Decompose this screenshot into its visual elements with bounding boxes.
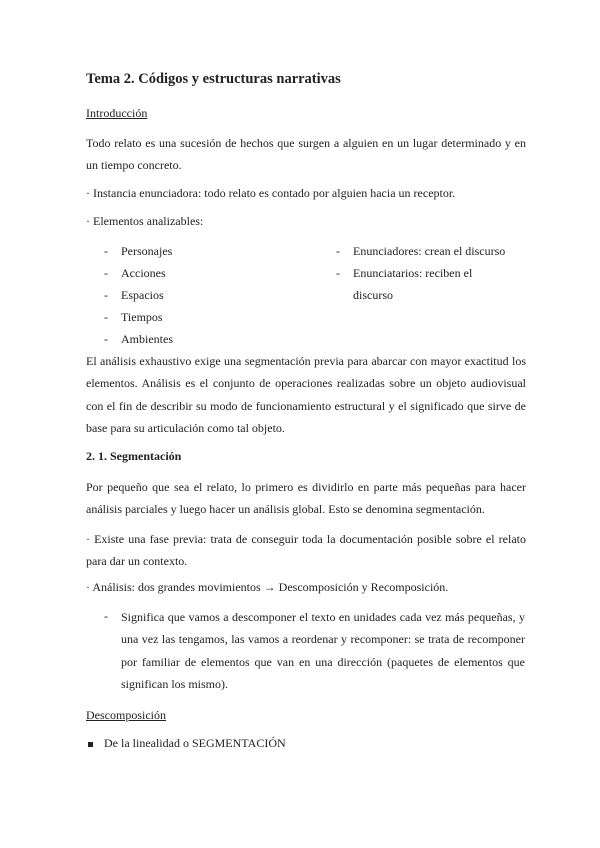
fase-previa-paragraph: · Existe una fase previa: trata de conseguir toda la documentación posible sobre el relato para dar un contexto. bbox=[86, 532, 526, 569]
list-dash: - bbox=[104, 288, 108, 302]
instancia-line: · Instancia enunciadora: todo relato es contado por alguien hacia un receptor. bbox=[86, 186, 456, 200]
list-item: Enunciatarios: reciben el bbox=[353, 266, 473, 280]
list-item: Enunciadores: crean el discurso bbox=[353, 244, 506, 258]
section-heading-segmentacion: 2. 1. Segmentación bbox=[86, 449, 182, 463]
list-dash: - bbox=[104, 310, 108, 324]
list-item: Ambientes bbox=[121, 332, 173, 346]
list-dash: - bbox=[336, 244, 340, 258]
list-dash: - bbox=[336, 266, 340, 280]
list-dash: - bbox=[104, 609, 108, 623]
list-item: Personajes bbox=[121, 244, 173, 258]
intro-paragraph: Todo relato es una sucesión de hechos que surgen a alguien en un lugar determinado y en un tiempo concreto. bbox=[86, 136, 526, 173]
document-title: Tema 2. Códigos y estructuras narrativas bbox=[86, 71, 341, 87]
list-item: Espacios bbox=[121, 288, 164, 302]
list-item: De la linealidad o SEGMENTACIÓN bbox=[104, 736, 286, 750]
list-item-continuation: discurso bbox=[353, 288, 393, 302]
elementos-label: · Elementos analizables: bbox=[86, 214, 204, 228]
list-dash: - bbox=[104, 244, 108, 258]
intro-heading: Introducción bbox=[86, 106, 148, 120]
descomposicion-heading: Descomposición bbox=[86, 708, 166, 722]
list-dash: - bbox=[104, 332, 108, 346]
list-item: Acciones bbox=[121, 266, 166, 280]
segmentacion-paragraph: Por pequeño que sea el relato, lo primero es dividirlo en parte más pequeñas para hacer análisis parciales y luego hacer un análisis global. Esto se denomina segmentación. bbox=[86, 480, 526, 517]
square-bullet-icon bbox=[88, 742, 93, 747]
analysis-paragraph: El análisis exhaustivo exige una segmentación previa para abarcar con mayor exactitud los elementos. Análisis es el conjunto de operaciones realizadas sobre un objeto audiovisual con el fin de describir su modo de funcionamiento estructural y el significado que sirve de base para su articulación como tal objeto. bbox=[86, 354, 526, 435]
list-item: Tiempos bbox=[121, 310, 163, 324]
descomposicion-explanation: Significa que vamos a descomponer el texto en unidades cada vez más pequeñas, y una vez las tengamos, las vamos a reordenar y recomponer: se trata de recomponer por familiar de elementos que van en una dirección (paquetes de elementos que significan los mismo). bbox=[121, 610, 525, 691]
list-dash: - bbox=[104, 266, 108, 280]
analisis-line: · Análisis: dos grandes movimientos → Descomposición y Recomposición. bbox=[86, 580, 449, 594]
